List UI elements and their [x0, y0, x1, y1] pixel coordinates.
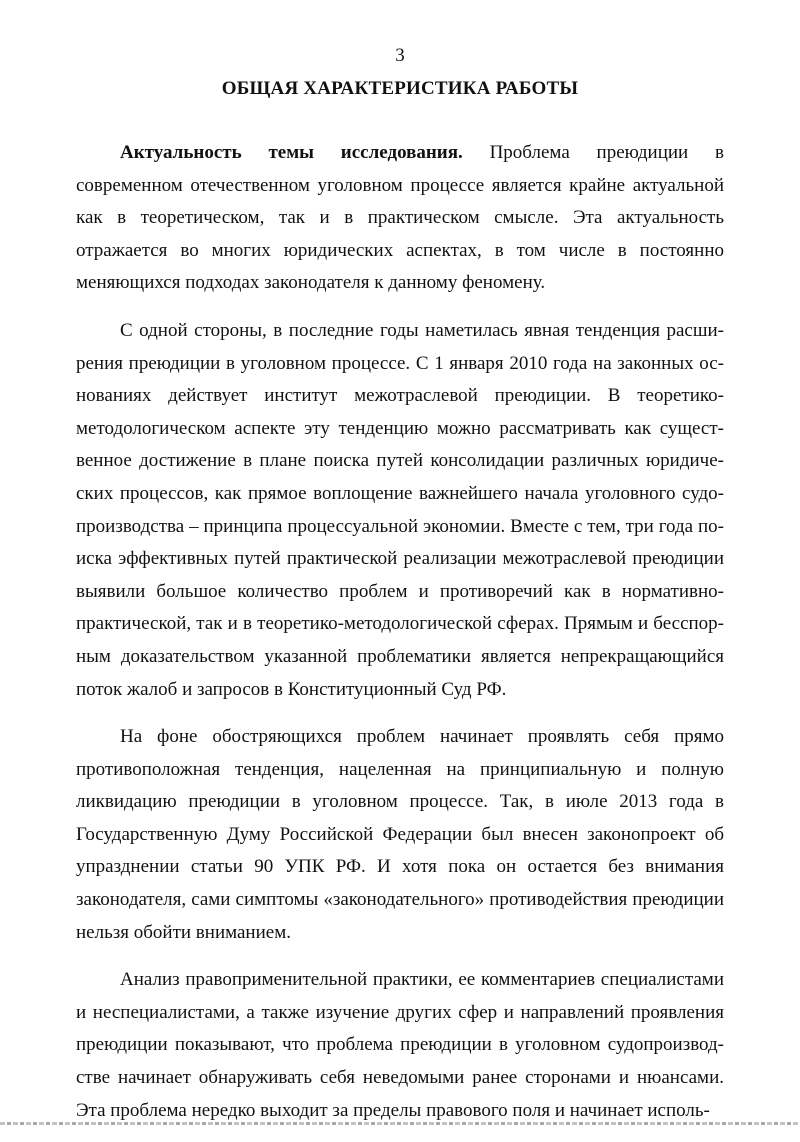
paragraph-opposite-trend — [76, 721, 724, 949]
scan-edge-divider — [0, 1122, 800, 1125]
paragraph-text: На фоне обостряющихся проблем начинает проявлять себя прямо противоположная тенденция, нацеленная на принципиальную и полную ликвидацию преюдиции в уголовном процессе. Так, в июле 2013 года в Государственную Думу Российской Федерации был внесен законопроект об упразднении статьи 90 УПК РФ. И хотя пока он остается без внимания законодателя, сами симптомы «законодательного» противодействия преюдиции нельзя обойти вниманием. — [76, 726, 724, 943]
paragraph-expansion-trend — [76, 315, 724, 706]
paragraph-practice-analysis — [76, 964, 724, 1127]
page-number: 3 — [395, 45, 405, 66]
page-title: ОБЩАЯ ХАРАКТЕРИСТИКА РАБОТЫ — [221, 78, 579, 99]
paragraph-lead-heading: Актуальность темы исследования. — [120, 142, 463, 163]
body-text — [76, 137, 724, 1142]
paragraph-text: Анализ правоприменительной практики, ее комментариев специалистами и неспециалистами, а также изучение других сфер и направлений проявления преюдиции показывают, что проблема преюдиции в уголовном судопроизводстве начинает обнаруживать себя неведомыми ранее сторонами и нюансами. Эта проблема нередко выходит за пределы правового поля и начинает исполь- — [76, 969, 724, 1121]
paragraph-relevance — [76, 137, 724, 300]
paragraph-text: Проблема преюдиции в современном отечественном уголовном процессе является крайне актуальной как в теоретическом, так и в практическом смысле. Эта актуальность отражается во многих юридических аспектах, в том числе в постоянно меняющихся подходах законодателя к данному феномену. — [76, 142, 725, 294]
paragraph-text: С одной стороны, в последние годы наметилась явная тенденция расширения преюдиции в уголовном процессе. С 1 января 2010 года на законных основаниях действует институт межотраслевой преюдиции. В теоретико-методологическом аспекте эту тенденцию можно рассматривать как существенное достижение в плане поиска путей консолидации различных юридических процессов, как прямое воплощение важнейшего начала уголовного судопроизводства – принципа процессуальной экономии. Вместе с тем, три года поиска эффективных путей практической реализации межотраслевой преюдиции выявили большое количество проблем и противоречий как в нормативно-практической, так и в теоретико-методологической сферах. Прямым и бесспорным доказательством указанной проблематики является непрекращающийся поток жалоб и запросов в Конституционный Суд РФ. — [76, 319, 724, 700]
